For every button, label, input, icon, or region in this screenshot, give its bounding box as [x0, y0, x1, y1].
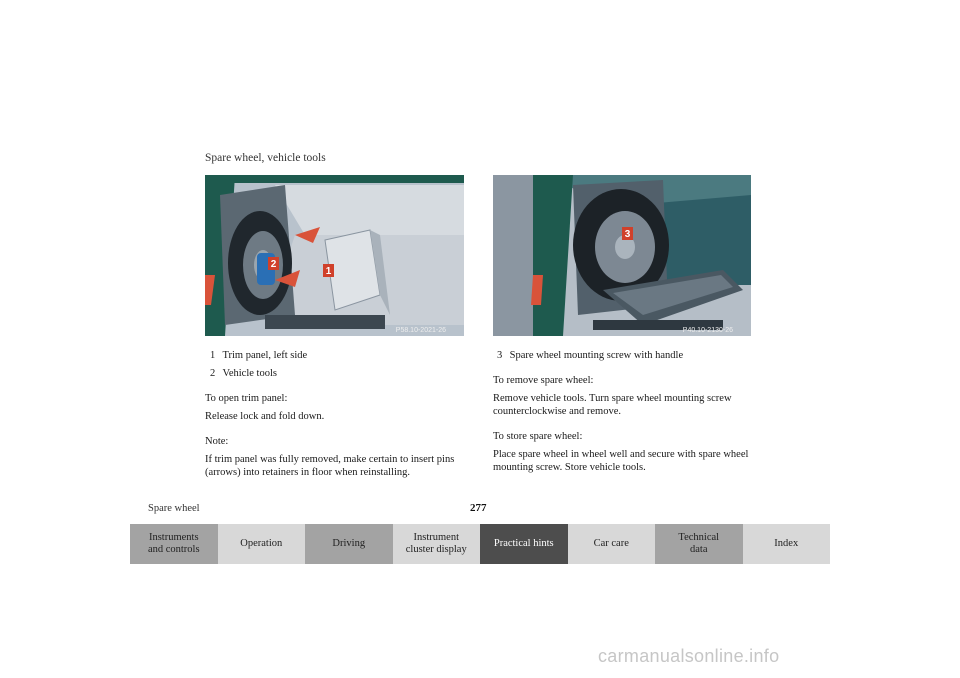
tab-technical-data[interactable]: Technical data: [655, 524, 743, 564]
footer-section-title: Spare wheel: [148, 503, 200, 514]
tab-practical-hints[interactable]: Practical hints: [480, 524, 568, 564]
svg-text:2: 2: [270, 259, 277, 270]
svg-text:3: 3: [624, 229, 631, 240]
callout-1: [323, 264, 334, 277]
watermark: carmanualsonline.info: [598, 646, 780, 666]
paragraph-store-heading: To store spare wheel:: [493, 431, 583, 442]
note-text: If trim panel was fully removed, make certain to insert pins (arrows) into retainers in floor when reinstalling.: [205, 454, 455, 478]
tab-index[interactable]: Index: [743, 524, 831, 564]
callout-3: [622, 227, 633, 240]
trunk-tools-illustration: [205, 175, 464, 336]
paragraph-store-steps: Place spare wheel in wheel well and secure with spare wheel mounting screw. Store vehicle tools.: [493, 449, 749, 473]
tab-operation[interactable]: Operation: [218, 524, 306, 564]
tab-instrument-cluster-display[interactable]: Instrument cluster display: [393, 524, 481, 564]
chapter-navigation: [130, 524, 830, 564]
paragraph-release-lock: Release lock and fold down.: [205, 411, 325, 422]
paragraph-remove-heading: To remove spare wheel:: [493, 375, 594, 386]
svg-text:1: 1: [325, 266, 332, 277]
tab-driving[interactable]: Driving: [305, 524, 393, 564]
section-title: Spare wheel, vehicle tools: [205, 152, 326, 164]
tab-instruments-and-controls[interactable]: Instruments and controls: [130, 524, 218, 564]
page-number: 277: [470, 502, 487, 514]
figure-code: P40.10-2130-26: [682, 327, 733, 334]
caption-1: 1 Trim panel, left side: [210, 350, 308, 361]
spare-wheel-illustration: [493, 175, 751, 336]
tab-car-care[interactable]: Car care: [568, 524, 656, 564]
callout-2: [268, 257, 279, 270]
caption-2: 2 Vehicle tools: [210, 368, 277, 379]
paragraph-open-trim: To open trim panel:: [205, 393, 288, 404]
caption-3: 3 Spare wheel mounting screw with handle: [497, 350, 684, 361]
figure-code: P58.10-2021-26: [395, 327, 446, 334]
note-heading: Note:: [205, 436, 229, 447]
paragraph-remove-steps: Remove vehicle tools. Turn spare wheel mounting screw counterclockwise and remove.: [493, 393, 732, 417]
